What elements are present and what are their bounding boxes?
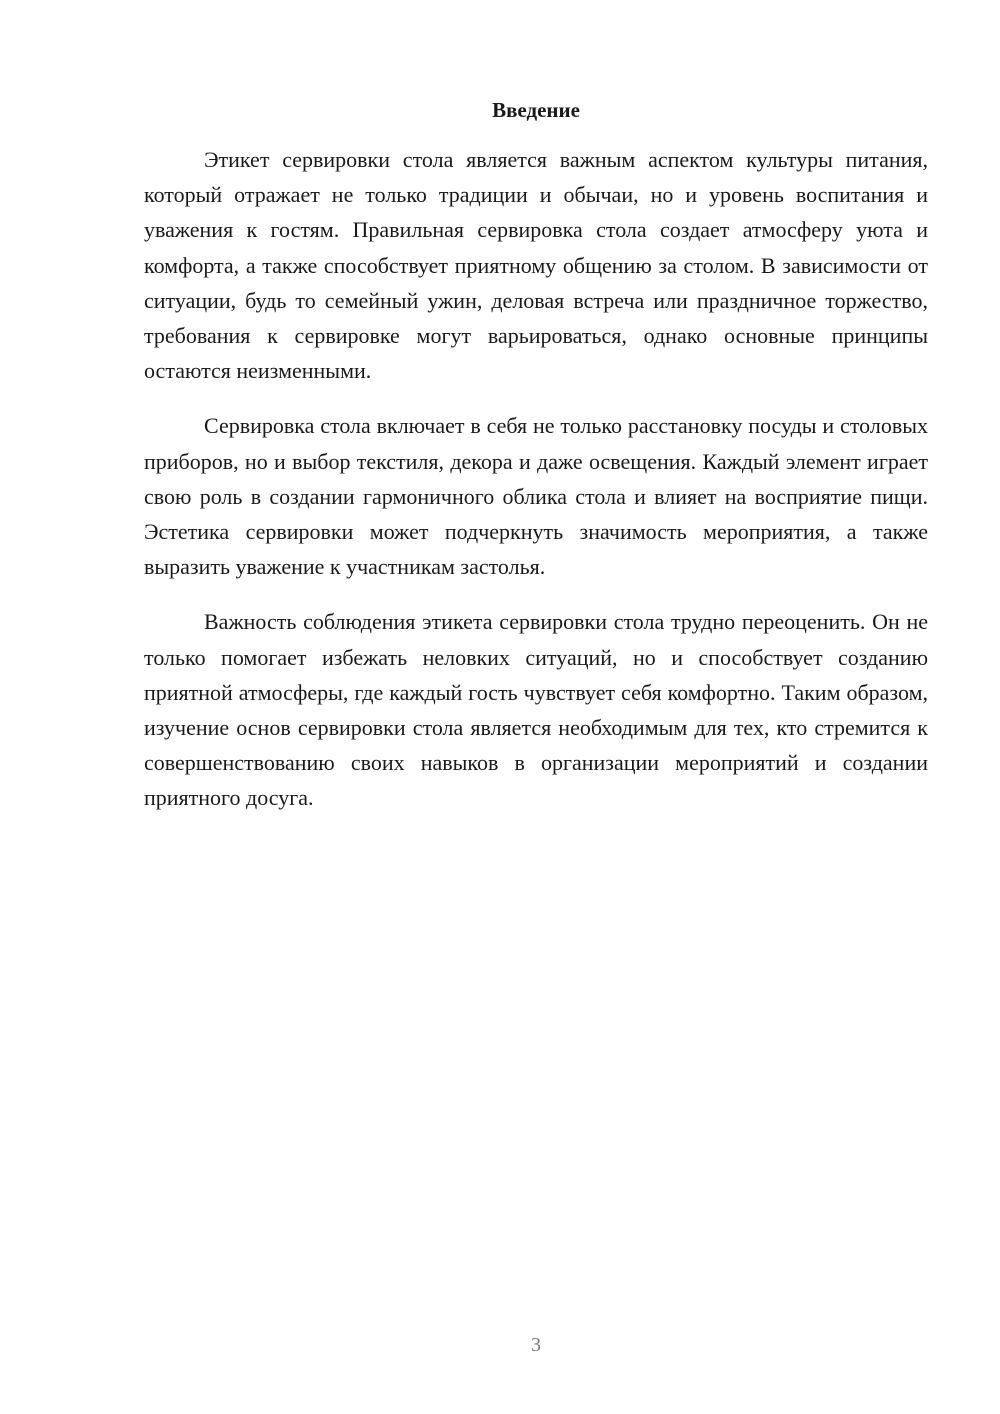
paragraph: Сервировка стола включает в себя не только расстановку посуды и столовых приборов, но и выбор текстиля, декора и даже освещения. Каждый элемент играет свою роль в создании гармоничного облика стола и влияет на восприятие пищи. Эстетика сервировки может подчеркнуть значимость мероприятия, а также выразить уважение к участникам застолья. [144,413,928,580]
page-number: 3 [531,1334,541,1356]
section-heading: Введение [492,98,580,122]
body-text [144,142,928,836]
paragraph: Этикет сервировки стола является важным аспектом культуры питания, который отражает не только традиции и обычаи, но и уровень воспитания и уважения к гостям. Правильная сервировка стола создает атмосферу уюта и комфорта, а также способствует приятному общению за столом. В зависимости от ситуации, будь то семейный ужин, деловая встреча или праздничное торжество, требования к сервировке могут варьироваться, однако основные принципы остаются неизменными. [144,147,928,384]
paragraph: Важность соблюдения этикета сервировки стола трудно переоценить. Он не только помогает избежать неловких ситуаций, но и способствует созданию приятной атмосферы, где каждый гость чувствует себя комфортно. Таким образом, изучение основ сервировки стола является необходимым для тех, кто стремится к совершенствованию своих навыков в организации мероприятий и создании приятного досуга. [144,609,928,811]
